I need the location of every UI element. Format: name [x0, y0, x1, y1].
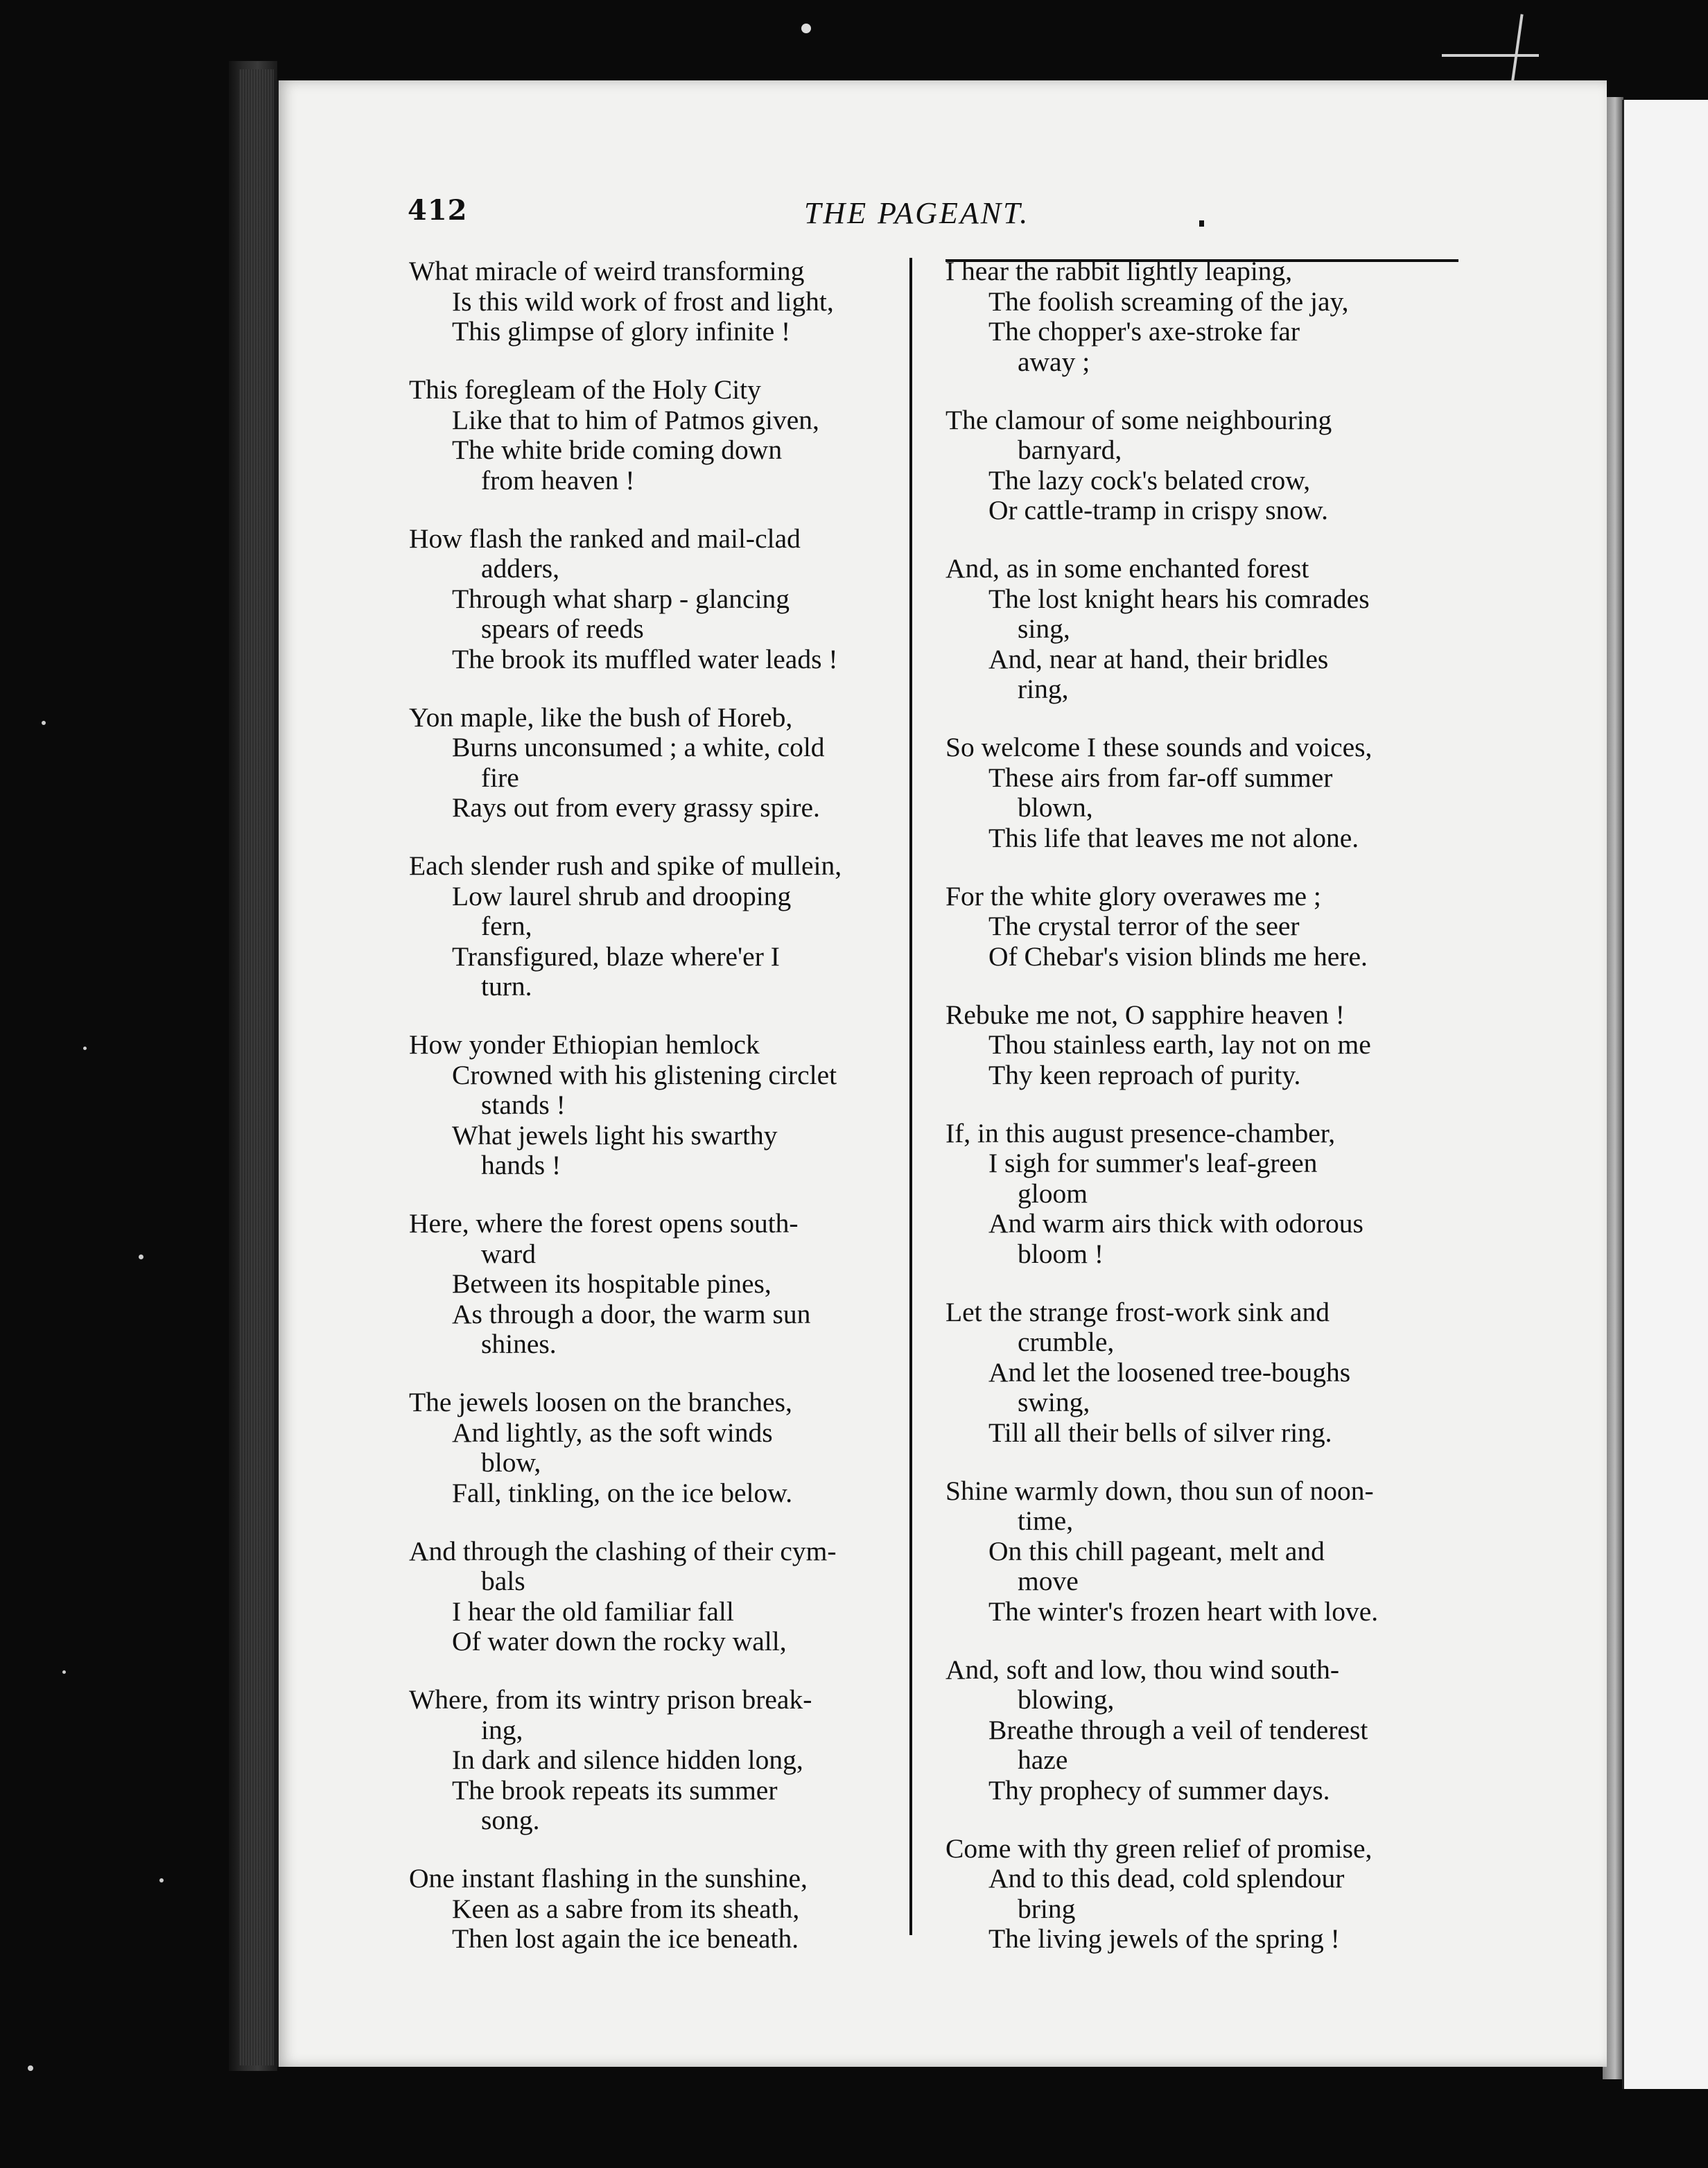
poem-line: bloom ! [1018, 1238, 1104, 1269]
poem-line: Rays out from every grassy spire. [452, 792, 820, 823]
poem-line: ing, [481, 1714, 523, 1745]
poem-line: Keen as a sabre from its sheath, [452, 1893, 800, 1924]
stanza [392, 1685, 919, 1836]
poem-line: The white bride coming down [452, 435, 783, 465]
poem-line: Of Chebar's vision blinds me here. [988, 941, 1368, 972]
poem-line: move [1018, 1566, 1079, 1596]
page-number: 412 [408, 194, 468, 227]
poem-line: If, in this august presence-chamber, [946, 1117, 1336, 1148]
poem-line: One instant flashing in the sunshine, [409, 1863, 808, 1894]
stanza [929, 1834, 1470, 1955]
stanza [929, 1476, 1470, 1627]
stanza [392, 703, 919, 823]
poem-line: And, near at hand, their bridles [988, 643, 1329, 674]
poem-line: And, as in some enchanted forest [946, 553, 1309, 584]
dust-speck [83, 1047, 87, 1050]
poem-line: Here, where the forest opens south- [409, 1208, 799, 1239]
poem-line: Like that to him of Patmos given, [452, 404, 819, 435]
stanza [929, 554, 1470, 705]
dust-speck [139, 1255, 143, 1259]
poem-line: blow, [481, 1447, 541, 1478]
poem-line: Or cattle-tramp in crispy snow. [988, 495, 1328, 525]
poem-line: Till all their bells of silver ring. [988, 1417, 1332, 1448]
stanza [929, 405, 1470, 526]
poem-line: These airs from far-off summer [988, 762, 1333, 793]
poem-line: On this chill pageant, melt and [988, 1535, 1325, 1566]
dust-speck [801, 24, 811, 33]
poem-line: adders, [481, 553, 559, 584]
stanza [929, 1119, 1470, 1270]
poem-line: I sigh for summer's leaf-green [988, 1148, 1318, 1178]
poem-line: ring, [1018, 674, 1069, 704]
poem-line: And through the clashing of their cym- [409, 1535, 837, 1566]
poem-line: Through what sharp - glancing [452, 583, 790, 614]
poem-line: This glimpse of glory infinite ! [452, 316, 791, 347]
poem-line: And, soft and low, thou wind south- [946, 1654, 1339, 1685]
right-column [929, 256, 1470, 1982]
poem-line: sing, [1018, 613, 1070, 644]
poem-line: Fall, tinkling, on the ice below. [452, 1477, 793, 1508]
poem-line: Let the strange frost-work sink and [946, 1296, 1330, 1327]
poem-line: Then lost again the ice beneath. [452, 1923, 799, 1954]
poem-line: time, [1018, 1505, 1074, 1536]
stanza [929, 882, 1470, 972]
poem-line: blowing, [1018, 1684, 1115, 1715]
poem-line: The brook repeats its summer [452, 1774, 778, 1806]
poem-line: Thy prophecy of summer days. [988, 1774, 1330, 1806]
poem-line: The foolish screaming of the jay, [988, 286, 1349, 317]
poem-line: I hear the old familiar fall [452, 1596, 734, 1627]
poem-line: stands ! [481, 1090, 566, 1120]
poem-line: Breathe through a veil of tenderest [988, 1714, 1368, 1745]
stanza [392, 524, 919, 675]
printer-mark [1199, 220, 1204, 227]
poem-line: fern, [481, 911, 532, 941]
stanza [392, 1537, 919, 1657]
poem-line: Transfigured, blaze where'er I [452, 941, 780, 972]
poem-line: As through a door, the warm sun [452, 1298, 811, 1329]
poem-line: Low laurel shrub and drooping [452, 880, 792, 911]
poem-line: Rebuke me not, O sapphire heaven ! [946, 999, 1345, 1030]
stanza [929, 733, 1470, 853]
poem-line: Thou stainless earth, lay not on me [988, 1029, 1371, 1060]
stanza [392, 1030, 919, 1181]
poem-line: I hear the rabbit lightly leaping, [946, 256, 1293, 286]
poem-line: bring [1018, 1893, 1076, 1924]
poem-line: The living jewels of the spring ! [988, 1923, 1340, 1954]
poem-line: What jewels light his swarthy [452, 1119, 778, 1151]
stanza [392, 375, 919, 496]
scan-mark [1510, 14, 1523, 89]
poem-line: fire [481, 762, 519, 793]
poem-line: crumble, [1018, 1327, 1115, 1357]
poem-line: away ; [1018, 346, 1090, 377]
poem-line: from heaven ! [481, 464, 635, 496]
poem-line: Come with thy green relief of promise, [946, 1833, 1372, 1864]
poem-line: So welcome I these sounds and voices, [946, 732, 1372, 762]
poem-line: ward [481, 1238, 536, 1269]
poem-line: Each slender rush and spike of mullein, [409, 850, 842, 881]
stanza [392, 256, 919, 347]
poem-line: And to this dead, cold splendour [988, 1863, 1345, 1894]
poem-line: shines. [481, 1329, 557, 1359]
stanza [929, 256, 1470, 377]
poem-line: Is this wild work of frost and light, [452, 286, 834, 317]
poem-line: This life that leaves me not alone. [988, 822, 1359, 853]
poem-line: And lightly, as the soft winds [452, 1417, 773, 1448]
poem-line: swing, [1018, 1387, 1090, 1417]
poem-line: Of water down the rocky wall, [452, 1626, 787, 1656]
poem-line: The chopper's axe-stroke far [988, 316, 1300, 347]
poem-line: barnyard, [1018, 435, 1122, 465]
stanza [392, 1209, 919, 1360]
poem-line: And let the loosened tree-boughs [988, 1356, 1351, 1388]
poem-line: The lazy cock's belated crow, [988, 464, 1311, 496]
poem-line: song. [481, 1805, 540, 1835]
stanza [392, 1864, 919, 1955]
stanza [929, 1297, 1470, 1449]
poem-line: hands ! [481, 1150, 561, 1180]
poem-line: Crowned with his glistening circlet [452, 1059, 837, 1090]
stanza [929, 1655, 1470, 1806]
poem-line: The lost knight hears his comrades [988, 583, 1370, 614]
poem-line: And warm airs thick with odorous [988, 1208, 1363, 1239]
stanza [392, 851, 919, 1002]
dust-speck [62, 1670, 66, 1674]
dust-speck [42, 721, 46, 725]
poem-line: Thy keen reproach of purity. [988, 1059, 1301, 1090]
poem-line: For the white glory overawes me ; [946, 880, 1321, 911]
poem-line: Where, from its wintry prison break- [409, 1684, 812, 1715]
poem-line: Burns unconsumed ; a white, cold [452, 732, 825, 762]
poem-line: The jewels loosen on the branches, [409, 1387, 792, 1417]
dust-speck [159, 1878, 164, 1882]
poem-line: bals [481, 1566, 525, 1596]
left-column [392, 256, 919, 1982]
poem-line: The winter's frozen heart with love. [988, 1596, 1379, 1627]
stanza [929, 1000, 1470, 1091]
poem-line: blown, [1018, 792, 1093, 823]
poem-line: The crystal terror of the seer [988, 911, 1300, 941]
facing-page [1622, 100, 1708, 2089]
dust-speck [28, 2065, 33, 2071]
poem-line: spears of reeds [481, 613, 644, 644]
poem-line: Yon maple, like the bush of Horeb, [409, 701, 793, 733]
poem-line: Between its hospitable pines, [452, 1268, 772, 1299]
poem-line: gloom [1018, 1178, 1088, 1209]
scan-mark [1442, 54, 1539, 57]
page-edges [239, 69, 274, 2065]
poem-line: In dark and silence hidden long, [452, 1745, 803, 1775]
poem-line: haze [1018, 1745, 1068, 1775]
poem-line: Shine warmly down, thou sun of noon- [946, 1475, 1374, 1506]
poem-line: How flash the ranked and mail-clad [409, 523, 801, 554]
poem-line: turn. [481, 971, 532, 1002]
poem-line: The brook its muffled water leads ! [452, 643, 838, 674]
running-head: THE PAGEANT. [804, 196, 1030, 230]
poem-line: This foregleam of the Holy City [409, 374, 761, 405]
poem-line: How yonder Ethiopian hemlock [409, 1029, 760, 1060]
poem-line: The clamour of some neighbouring [946, 404, 1332, 435]
poem-line: What miracle of weird transforming [409, 256, 805, 286]
stanza [392, 1388, 919, 1508]
